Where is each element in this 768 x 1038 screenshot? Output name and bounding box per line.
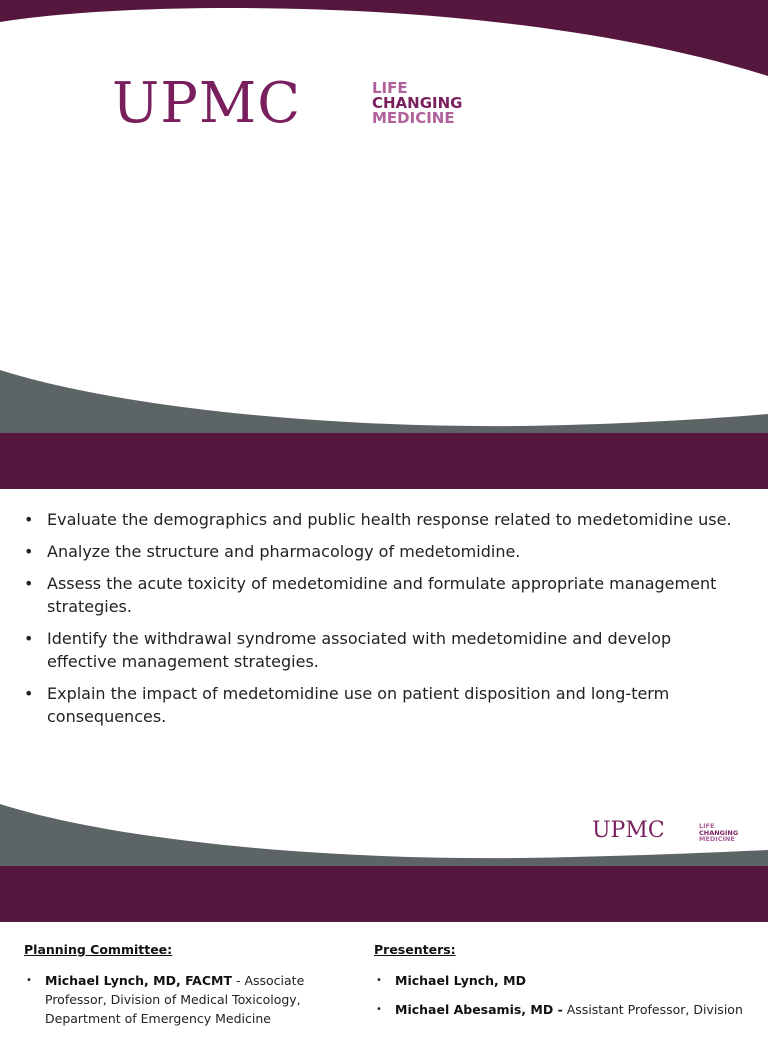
committee-member	[24, 971, 364, 1028]
tagline-medicine: MEDICINE	[372, 109, 455, 127]
upmc-logo-small-wordmark: UPMC	[592, 818, 665, 843]
logo-tagline	[372, 81, 462, 126]
presenter	[374, 971, 754, 990]
planning-committee-heading: Planning Committee:	[24, 942, 173, 957]
tagline-changing: CHANGING	[372, 94, 463, 112]
objective-item: • Identify the withdrawal syndrome associated with medetomidine and develop effective management strategies.	[24, 627, 744, 673]
presenters-heading: Presenters:	[374, 942, 456, 957]
presenter-name: Michael Abesamis, MD -	[395, 1002, 563, 1017]
presenters-list	[374, 971, 754, 1029]
logo-small-tagline	[699, 823, 738, 843]
presenter	[374, 1000, 754, 1019]
tagline-small-life: LIFE	[699, 822, 715, 830]
objectives-list	[24, 508, 744, 737]
objective-item: • Explain the impact of medetomidine use on patient disposition and long-term consequences.	[24, 682, 744, 728]
objective-item: • Assess the acute toxicity of medetomidine and formulate appropriate management strategies.	[24, 572, 744, 618]
member-name: Michael Lynch, MD, FACMT	[45, 973, 232, 988]
planning-committee-list	[24, 971, 364, 1038]
header-band-objectives	[0, 433, 768, 489]
top-swoosh	[0, 0, 768, 80]
tagline-small-medicine: MEDICINE	[699, 835, 735, 843]
objective-item: • Evaluate the demographics and public health response related to medetomidine use.	[24, 508, 744, 531]
tagline-life: LIFE	[372, 79, 408, 97]
objective-item: • Analyze the structure and pharmacology of medetomidine.	[24, 540, 744, 563]
gray-swoosh-top	[0, 368, 768, 434]
upmc-logo-wordmark: UPMC	[112, 71, 302, 136]
tagline-small-changing: CHANGING	[699, 828, 739, 837]
header-band-faculty	[0, 866, 768, 922]
member-detail: - Associate Professor, Division of Medical Toxicology, Department of Emergency Medicine	[45, 973, 305, 1026]
presenter-detail: Assistant Professor, Division	[562, 1002, 743, 1017]
presenter-name: Michael Lynch, MD	[395, 973, 526, 988]
